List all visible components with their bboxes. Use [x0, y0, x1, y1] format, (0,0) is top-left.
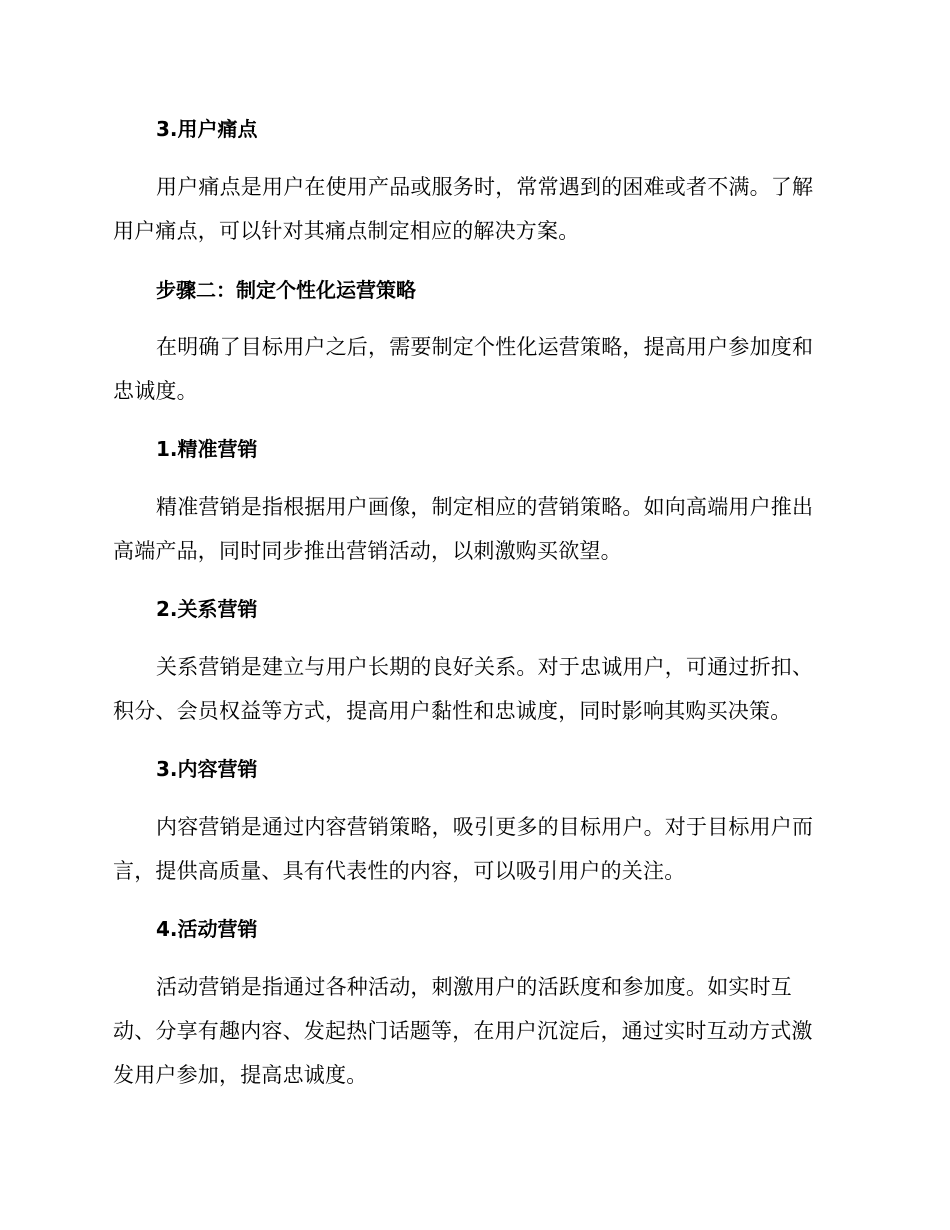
section-heading-precision-marketing: 1.精准营销	[156, 437, 258, 461]
section-paragraph-pain-points: 用户痛点是用户在使用产品或服务时，常常遇到的困难或者不满。了解用户痛点，可以针对其痛点制定相应的解决方案。	[113, 175, 814, 243]
section-heading-event-marketing: 4.活动营销	[156, 917, 258, 941]
section-paragraph-step-two: 在明确了目标用户之后，需要制定个性化运营策略，提高用户参加度和忠诚度。	[113, 335, 814, 403]
section-paragraph-relationship-marketing: 关系营销是建立与用户长期的良好关系。对于忠诚用户，可通过折扣、积分、会员权益等方式，提高用户黏性和忠诚度，同时影响其购买决策。	[113, 655, 814, 723]
section-paragraph-event-marketing: 活动营销是指通过各种活动，刺激用户的活跃度和参加度。如实时互动、分享有趣内容、发起热门话题等，在用户沉淀后，通过实时互动方式激发用户参加，提高忠诚度。	[113, 975, 813, 1087]
section-heading-relationship-marketing: 2.关系营销	[156, 597, 258, 621]
section-heading-pain-points: 3.用户痛点	[156, 117, 258, 141]
section-heading-step-two: 步骤二：制定个性化运营策略	[156, 278, 416, 302]
section-paragraph-precision-marketing: 精准营销是指根据用户画像，制定相应的营销策略。如向高端用户推出高端产品，同时同步推出营销活动，以刺激购买欲望。	[113, 495, 814, 563]
section-paragraph-content-marketing: 内容营销是通过内容营销策略，吸引更多的目标用户。对于目标用户而言，提供高质量、具有代表性的内容，可以吸引用户的关注。	[113, 815, 814, 883]
section-heading-content-marketing: 3.内容营销	[156, 757, 258, 781]
